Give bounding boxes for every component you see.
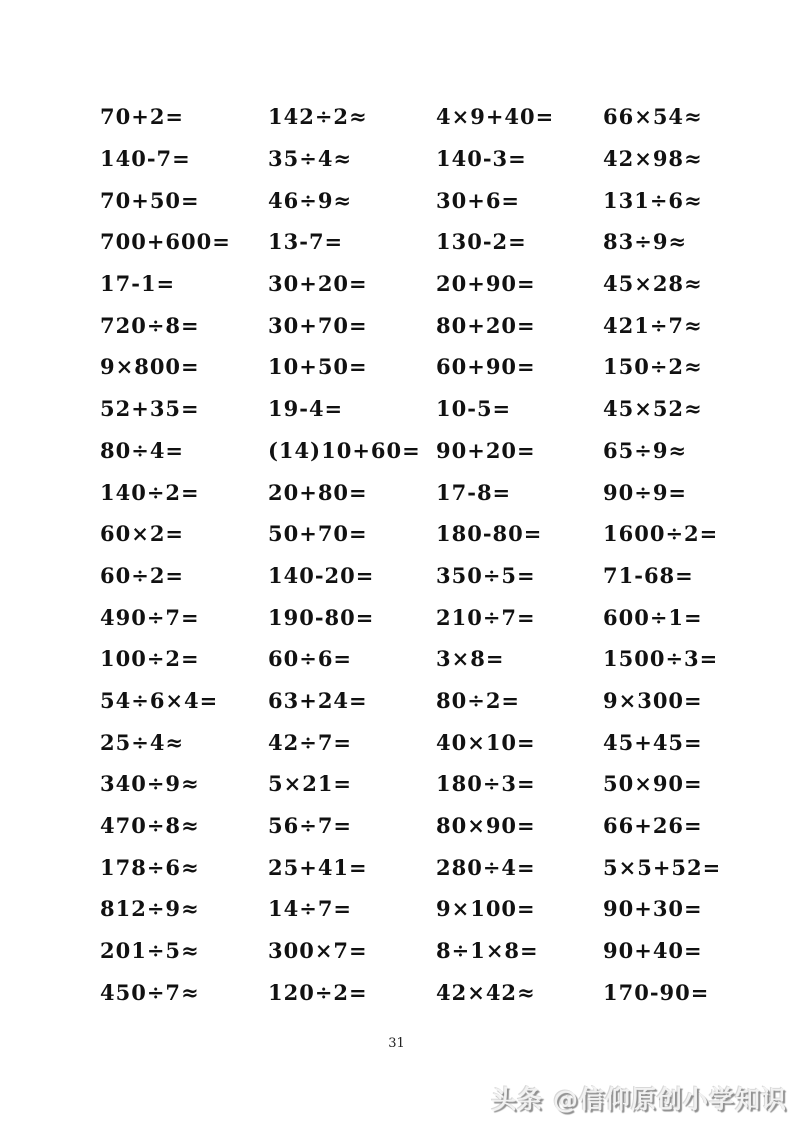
problem-cell: 10-5= — [436, 396, 512, 422]
problem-cell: 9×100= — [436, 896, 536, 922]
problem-cell: 50+70= — [268, 521, 368, 547]
problem-cell: 490÷7= — [100, 604, 200, 630]
problem-cell: 65÷9≈ — [603, 437, 688, 463]
problem-cell: 83÷9≈ — [603, 229, 688, 255]
problem-cell: 30+6= — [436, 187, 521, 213]
problem-cell: 30+70= — [268, 312, 368, 338]
watermark: 头条 @信仰原创小学知识 — [491, 1085, 787, 1114]
problem-cell: 700+600= — [100, 229, 231, 255]
problem-cell: 66+26= — [603, 813, 703, 839]
problem-cell: 80÷2= — [436, 687, 521, 713]
problem-cell: 63+24= — [268, 687, 368, 713]
problem-cell: 80+20= — [436, 312, 536, 338]
problem-cell: 180-80= — [436, 521, 543, 547]
problem-cell: 42×42≈ — [436, 979, 536, 1005]
problem-cell: 90+30= — [603, 896, 703, 922]
problem-cell: 17-8= — [436, 479, 512, 505]
problem-cell: (14)10+60= — [268, 437, 421, 463]
problem-cell: 5×21= — [268, 771, 353, 797]
problem-cell: 60÷2= — [100, 562, 185, 588]
problem-cell: 20+80= — [268, 479, 368, 505]
problem-cell: 350÷5= — [436, 562, 536, 588]
problem-cell: 9×300= — [603, 687, 703, 713]
problem-cell: 9×800= — [100, 354, 200, 380]
problem-cell: 120÷2= — [268, 979, 368, 1005]
problem-cell: 60+90= — [436, 354, 536, 380]
page-number: 31 — [388, 1036, 405, 1051]
problem-cell: 35÷4≈ — [268, 146, 353, 172]
problem-cell: 60÷6= — [268, 646, 353, 672]
problem-cell: 100÷2= — [100, 646, 200, 672]
problem-cell: 142÷2≈ — [268, 104, 368, 130]
problem-cell: 470÷8≈ — [100, 813, 200, 839]
problem-cell: 140-20= — [268, 562, 375, 588]
problem-cell: 40×10= — [436, 729, 536, 755]
problem-cell: 13-7= — [268, 229, 344, 255]
problem-cell: 56÷7= — [268, 813, 353, 839]
problem-cell: 178÷6≈ — [100, 854, 200, 880]
problem-cell: 80×90= — [436, 813, 536, 839]
problem-cell: 170-90= — [603, 979, 710, 1005]
problem-cell: 45+45= — [603, 729, 703, 755]
problem-cell: 17-1= — [100, 271, 176, 297]
problem-cell: 421÷7≈ — [603, 312, 703, 338]
problem-cell: 3×8= — [436, 646, 505, 672]
problem-cell: 812÷9≈ — [100, 896, 200, 922]
problem-cell: 71-68= — [603, 562, 694, 588]
problem-cell: 20+90= — [436, 271, 536, 297]
problem-cell: 66×54≈ — [603, 104, 703, 130]
problem-cell: 70+2= — [100, 104, 185, 130]
problem-cell: 600÷1= — [603, 604, 703, 630]
problem-cell: 130-2= — [436, 229, 527, 255]
problem-cell: 4×9+40= — [436, 104, 555, 130]
problem-cell: 720÷8= — [100, 312, 200, 338]
problem-cell: 140-3= — [436, 146, 527, 172]
problem-cell: 46÷9≈ — [268, 187, 353, 213]
problem-cell: 140-7= — [100, 146, 191, 172]
problem-cell: 42×98≈ — [603, 146, 703, 172]
problem-cell: 1500÷3= — [603, 646, 719, 672]
problem-cell: 300×7= — [268, 938, 368, 964]
problem-cell: 201÷5≈ — [100, 938, 200, 964]
problem-cell: 280÷4= — [436, 854, 536, 880]
problem-cell: 70+50= — [100, 187, 200, 213]
problem-cell: 90+20= — [436, 437, 536, 463]
problem-cell: 14÷7= — [268, 896, 353, 922]
problem-cell: 25+41= — [268, 854, 368, 880]
problems-grid — [100, 96, 793, 1013]
problem-cell: 19-4= — [268, 396, 344, 422]
problem-cell: 140÷2= — [100, 479, 200, 505]
problem-cell: 50×90= — [603, 771, 703, 797]
problem-cell: 54÷6×4= — [100, 687, 219, 713]
problem-cell: 150÷2≈ — [603, 354, 703, 380]
problem-cell: 52+35= — [100, 396, 200, 422]
problem-cell: 45×28≈ — [603, 271, 703, 297]
problem-cell: 25÷4≈ — [100, 729, 185, 755]
problem-cell: 131÷6≈ — [603, 187, 703, 213]
problem-cell: 45×52≈ — [603, 396, 703, 422]
problem-cell: 5×5+52= — [603, 854, 722, 880]
problem-cell: 30+20= — [268, 271, 368, 297]
problem-cell: 8÷1×8= — [436, 938, 539, 964]
problem-cell: 450÷7≈ — [100, 979, 200, 1005]
problem-cell: 90÷9= — [603, 479, 688, 505]
problem-cell: 60×2= — [100, 521, 185, 547]
problem-cell: 42÷7= — [268, 729, 353, 755]
problem-cell: 210÷7= — [436, 604, 536, 630]
problem-cell: 340÷9≈ — [100, 771, 200, 797]
problem-cell: 80÷4= — [100, 437, 185, 463]
problem-cell: 190-80= — [268, 604, 375, 630]
problem-cell: 1600÷2= — [603, 521, 719, 547]
problem-cell: 90+40= — [603, 938, 703, 964]
problem-cell: 180÷3= — [436, 771, 536, 797]
problem-cell: 10+50= — [268, 354, 368, 380]
